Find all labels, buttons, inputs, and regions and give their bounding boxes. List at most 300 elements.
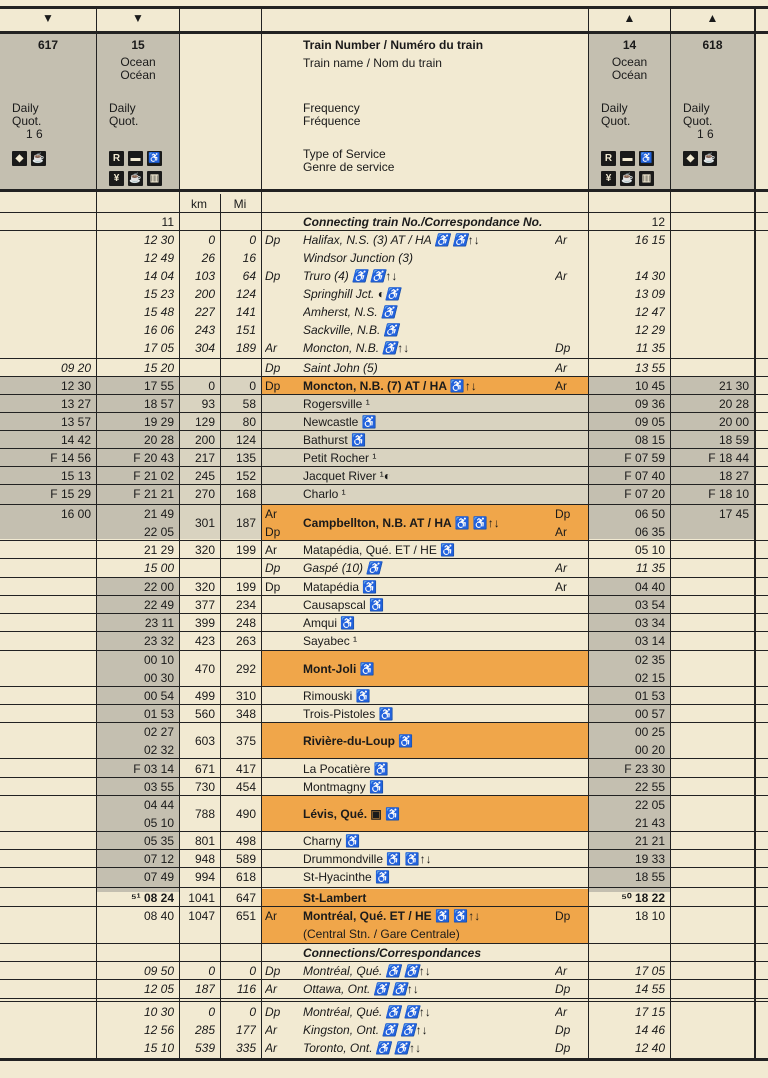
km-value: 499 [194,689,215,703]
arr-dep-flag: Ar [555,525,567,539]
bed-icon: ▬ [128,151,143,166]
column-divider [179,6,180,1060]
time-617 [3,213,91,231]
station-name: Sayabec ¹ [303,634,358,648]
time-617 [3,267,91,285]
station-name: Bathurst ♿ [303,433,366,447]
time-14: 12 [651,215,665,229]
arr-dep-flag: Dp [265,379,281,393]
mi-value: 0 [249,964,256,978]
mi-value: 0 [249,1005,256,1019]
station-name: Montréal, Qué. ♿ ♿↑↓ [303,964,431,978]
service-label: Type of Service [303,147,386,161]
row-divider [0,686,768,687]
time-14: 10 45 [634,379,665,393]
column-divider [754,6,756,1060]
time-14: 14 55 [634,982,665,996]
arr-dep-flag: Dp [555,909,571,923]
time-14: 02 35 [634,653,665,667]
row-divider [0,6,768,9]
time-617 [3,231,91,249]
station-name: Windsor Junction (3) [303,251,413,265]
time-14: 14 46 [634,1023,665,1037]
row-divider [0,31,768,34]
mi-value: 417 [235,762,256,776]
arr-dep-flag: Dp [265,525,281,539]
service-label: Genre de service [303,160,395,174]
time-15: 01 53 [143,707,174,721]
time-618: 17 45 [718,507,749,521]
arr-dep-flag [265,614,295,632]
row-divider [0,577,768,578]
station-name: Matapédia, Qué. ET / HE ♿ [303,543,456,557]
mi-value: 0 [249,233,256,247]
time-14: 03 14 [634,634,665,648]
time-15: 03 55 [143,780,174,794]
mi-value: 58 [242,397,256,411]
km-value: 1047 [188,909,215,923]
time-617: 14 42 [60,433,91,447]
cup-icon: ☕ [703,153,716,164]
station-name: Springhill Jct. ◐♿ [303,287,400,301]
arr-dep-flag: Dp [265,233,281,247]
station-name: Matapédia ♿ [303,580,378,594]
time-15: 09 50 [143,964,174,978]
arr-dep-flag: Ar [555,361,567,375]
station-name: Toronto, Ont. ♿ ♿↑↓ [303,1041,422,1055]
station-name: Connecting train No./Correspondance No. [303,215,543,229]
station-name: Campbellton, N.B. AT / HA ♿ ♿↑↓ [303,516,500,530]
time-15: 04 44 [143,798,174,812]
time-15: 16 06 [143,323,174,337]
km-value: 227 [194,305,215,319]
km-value: 200 [194,433,215,447]
time-617: 13 57 [60,415,91,429]
row-divider [0,758,768,759]
connections-label: Connections/Correspondances [303,946,482,960]
mi-value: 263 [235,634,256,648]
utensils-icon: ¥ [109,171,124,186]
time-15: 23 11 [144,616,174,630]
station-name: Rimouski ♿ [303,689,371,703]
time-15: 11 [161,215,174,229]
column-divider [220,194,221,1060]
row-divider [0,849,768,850]
mi-value: 234 [235,598,256,612]
frequency: Quot. [109,114,139,128]
time-15: 00 10 [143,653,174,667]
mi-value: 310 [235,689,256,703]
km-value: 423 [194,634,215,648]
reservation-icon: R [109,151,124,166]
time-14: F 23 30 [624,762,665,776]
arr-dep-flag [555,395,583,413]
time-14: 13 09 [634,287,665,301]
time-14: 09 05 [634,415,665,429]
time-617: F 14 56 [50,451,91,465]
time-14: 12 29 [634,323,665,337]
station-name: Trois-Pistoles ♿ [303,707,394,721]
time-15: 05 35 [143,834,174,848]
mi-value: 124 [235,287,256,301]
time-618: 20 00 [718,415,749,429]
arr-dep-flag [265,632,295,650]
time-15: 21 49 [143,507,174,521]
arr-dep-flag [555,596,583,614]
time-14: 22 55 [634,780,665,794]
mi-value: 498 [235,834,256,848]
arr-dep-flag [265,285,295,303]
arr-dep-flag [555,303,583,321]
arr-dep-flag [555,413,583,431]
time-14: 17 15 [634,1005,665,1019]
time-14: 16 15 [634,233,665,247]
time-15: 00 54 [143,689,174,703]
km-value: 671 [194,762,215,776]
arr-dep-flag: Ar [265,1023,277,1037]
arr-dep-flag: Dp [555,982,571,996]
time-14: F 07 59 [624,451,665,465]
time-617: 16 00 [60,507,91,521]
station-name: Montmagny ♿ [303,780,384,794]
time-14: 00 20 [634,743,665,757]
station-name: Moncton, N.B. (7) AT / HA ♿↑↓ [303,379,477,393]
time-15: 00 30 [143,671,174,685]
time-14: 21 21 [634,834,665,848]
arr-dep-flag: Dp [265,269,281,283]
train-number: 617 [37,38,59,52]
km-value: 801 [194,834,215,848]
arr-dep-flag [555,449,583,467]
arr-dep-flag [555,213,583,231]
time-15: 02 32 [143,743,174,757]
km-value: 788 [194,807,215,821]
time-14: 08 15 [634,433,665,447]
km-value: 730 [194,780,215,794]
time-15: 12 05 [143,982,174,996]
diamond-icon: ◆ [683,151,698,166]
mi-value: 116 [236,982,256,996]
down-arrow-icon: ▼ [132,11,144,25]
arr-dep-flag [555,249,583,267]
arr-dep-flag: Ar [265,982,277,996]
time-618: 21 30 [718,379,749,393]
row-divider [0,943,768,944]
time-618 [674,359,749,377]
station-name: Charny ♿ [303,834,360,848]
time-14: 12 40 [634,1041,665,1055]
km-value: 377 [194,598,215,612]
arr-dep-flag [265,596,295,614]
km-value [183,213,215,231]
row-divider [0,998,768,999]
row-divider [0,795,768,796]
station-name: Drummondville ♿ ♿↑↓ [303,852,432,866]
time-15: 12 49 [143,251,174,265]
km-value: 320 [194,580,215,594]
row-divider [0,867,768,868]
km-value: 301 [194,516,215,530]
time-14: 03 54 [634,598,665,612]
km-value: 93 [201,397,215,411]
km-value: 26 [201,251,215,265]
time-618 [674,249,749,267]
time-14: ⁵⁰ 18 22 [621,891,665,905]
mi-value: 80 [242,415,256,429]
station-name: Lévis, Qué. ▣ ♿ [303,807,400,821]
km-value: 187 [194,982,215,996]
time-14: 12 47 [634,305,665,319]
station-name: Montréal, Qué. ET / HE ♿ ♿↑↓ [303,909,481,923]
arr-dep-flag: Dp [265,1005,281,1019]
frequency: Daily [12,101,39,115]
cup-icon: ☕ [129,173,142,184]
time-15: 22 05 [143,525,174,539]
arr-dep-flag [265,449,295,467]
time-15: 14 04 [143,269,174,283]
time-15: F 03 14 [133,762,174,776]
time-14: 19 33 [634,852,665,866]
km-value: 0 [208,1005,215,1019]
row-divider [0,376,768,377]
arr-dep-flag: Ar [555,561,567,575]
time-15: 08 40 [143,909,174,923]
time-15: 17 05 [143,341,174,355]
km-value: 243 [194,323,215,337]
station-name: Truro (4) ♿ ♿↑↓ [303,269,398,283]
mi-value: 292 [235,662,256,676]
mi-value: 375 [235,734,256,748]
mi-header: Mi [233,197,247,211]
time-15: 15 48 [143,305,174,319]
frequency: Daily [109,101,136,115]
arr-dep-flag: Dp [555,1023,571,1037]
arr-dep-flag: Ar [265,543,277,557]
time-618: 18 27 [718,469,749,483]
arr-dep-flag [265,467,295,485]
time-15: 21 29 [143,543,174,557]
frequency: 1 6 [26,127,43,141]
arr-dep-flag: Dp [265,361,281,375]
mi-value: 135 [235,451,256,465]
reservation-icon: R [601,151,616,166]
time-14: 17 05 [634,964,665,978]
arr-dep-flag: Ar [265,341,277,355]
arr-dep-flag: Ar [265,1041,277,1055]
arr-dep-flag: Dp [265,964,281,978]
time-14: 09 36 [634,397,665,411]
time-14: 11 35 [635,561,665,575]
mi-value: 454 [235,780,256,794]
km-value: 129 [194,415,215,429]
row-divider [0,358,768,359]
time-15: ⁵¹ 08 24 [131,891,174,905]
station-name: Newcastle ♿ [303,415,377,429]
arr-dep-flag [265,321,295,339]
seat-icon: ▥ [639,171,654,186]
mi-value: 199 [235,543,256,557]
time-617: F 15 29 [50,487,91,501]
mi-value: 187 [235,516,256,530]
time-14: 06 50 [634,507,665,521]
arr-dep-flag: Ar [555,580,567,594]
row-divider [0,412,768,413]
km-value [183,359,215,377]
time-15: 12 56 [143,1023,174,1037]
frequency: 1 6 [697,127,714,141]
arr-dep-flag: Ar [265,507,277,521]
time-14 [592,249,665,267]
mi-value: 168 [235,487,256,501]
mi-value: 589 [235,852,256,866]
column-divider [261,6,262,1060]
station-name: Halifax, N.S. (3) AT / HA ♿ ♿↑↓ [303,233,480,247]
arr-dep-flag [265,213,295,231]
mi-value: 199 [235,580,256,594]
km-value: 539 [194,1041,215,1055]
column-divider [96,6,97,1060]
km-value: 0 [208,964,215,978]
row-divider [0,466,768,467]
mi-value [224,359,256,377]
time-618 [674,267,749,285]
frequency: Quot. [601,114,631,128]
cup-icon: ☕ [32,153,45,164]
time-15: 22 00 [143,580,174,594]
km-value: 304 [194,341,215,355]
km-value [183,559,215,577]
time-618 [674,213,749,231]
km-value: 103 [194,269,215,283]
time-618 [674,303,749,321]
time-618 [674,339,749,357]
time-14: F 07 20 [624,487,665,501]
row-divider [0,831,768,832]
row-divider [0,595,768,596]
station-name: Gaspé (10) ♿ [303,561,382,575]
arr-dep-flag [265,431,295,449]
arr-dep-flag: Ar [555,269,567,283]
time-15: 18 57 [143,397,174,411]
row-divider [0,212,768,213]
station-name: Petit Rocher ¹ [303,451,377,465]
time-15: 15 10 [143,1041,174,1055]
arr-dep-flag [265,485,295,503]
arr-dep-flag: Dp [265,580,281,594]
time-14: F 07 40 [624,469,665,483]
km-value: 1041 [188,891,215,905]
arr-dep-flag: Ar [555,964,567,978]
seat-icon: ▥ [147,171,162,186]
down-arrow-icon: ▼ [42,11,54,25]
mi-value: 124 [235,433,256,447]
arr-dep-flag [265,249,295,267]
arr-dep-flag [265,303,295,321]
frequency: Daily [601,101,628,115]
arr-dep-flag [555,632,583,650]
station-name: St-Hyacinthe ♿ [303,870,390,884]
row-divider [0,961,768,962]
arr-dep-flag [555,321,583,339]
time-15: 23 32 [143,634,174,648]
station-name: Amherst, N.S. ♿ [303,305,396,319]
time-15: 20 28 [143,433,174,447]
utensils-icon: ¥ [601,171,616,186]
km-value: 560 [194,707,215,721]
time-15: 19 29 [143,415,174,429]
station-name: Sackville, N.B. ♿ [303,323,399,337]
time-618 [674,285,749,303]
time-14: 01 53 [634,689,665,703]
arr-dep-flag: Ar [555,379,567,393]
time-14: 14 30 [634,269,665,283]
time-14: 02 15 [634,671,665,685]
time-14: 11 35 [635,341,665,355]
time-14: 00 57 [634,707,665,721]
station-name: Kingston, Ont. ♿ ♿↑↓ [303,1023,428,1037]
diamond-icon: ◆ [12,151,27,166]
km-value: 245 [194,469,215,483]
station-name: Amqui ♿ [303,616,356,630]
row-divider [0,540,768,541]
train-number: 15 [131,38,145,52]
station-name: Rogersville ¹ [303,397,370,411]
mi-value: 177 [235,1023,256,1037]
train-name: Océan [611,68,648,82]
train-number: 14 [622,38,637,52]
time-15: 02 27 [143,725,174,739]
station-name: Charlo ¹ [303,487,346,501]
time-15: 10 30 [143,1005,174,1019]
time-617 [3,249,91,267]
mi-value: 141 [235,305,256,319]
arr-dep-flag: Ar [265,909,277,923]
mi-value: 151 [235,323,256,337]
row-divider [0,704,768,705]
arr-dep-flag: Dp [555,507,571,521]
mi-value: 64 [242,269,256,283]
time-15: F 21 21 [133,487,174,501]
km-value: 0 [208,379,215,393]
km-value: 603 [194,734,215,748]
time-14: 21 43 [634,816,665,830]
train-name: Ocean [120,55,156,69]
column-divider [588,6,589,1060]
time-617: 12 30 [60,379,91,393]
row-divider [0,631,768,632]
time-14: 05 10 [634,543,665,557]
time-14: 04 40 [634,580,665,594]
train-number-label: Train Number / Numéro du train [303,38,484,52]
mi-value: 0 [249,379,256,393]
mi-value: 248 [235,616,256,630]
row-divider [0,887,768,888]
train-name: Océan [120,68,156,82]
wheelchair-icon: ♿ [640,153,653,164]
km-value: 320 [194,543,215,557]
km-value: 0 [208,233,215,247]
km-value: 994 [194,870,215,884]
mi-value: 490 [235,807,256,821]
km-header: km [191,197,207,211]
time-14: 13 55 [634,361,665,375]
time-15: 07 12 [143,852,174,866]
time-14: 18 10 [634,909,665,923]
train-name-label: Train name / Nom du train [303,56,442,70]
time-617 [3,285,91,303]
arr-dep-flag [555,614,583,632]
time-14: 22 05 [634,798,665,812]
